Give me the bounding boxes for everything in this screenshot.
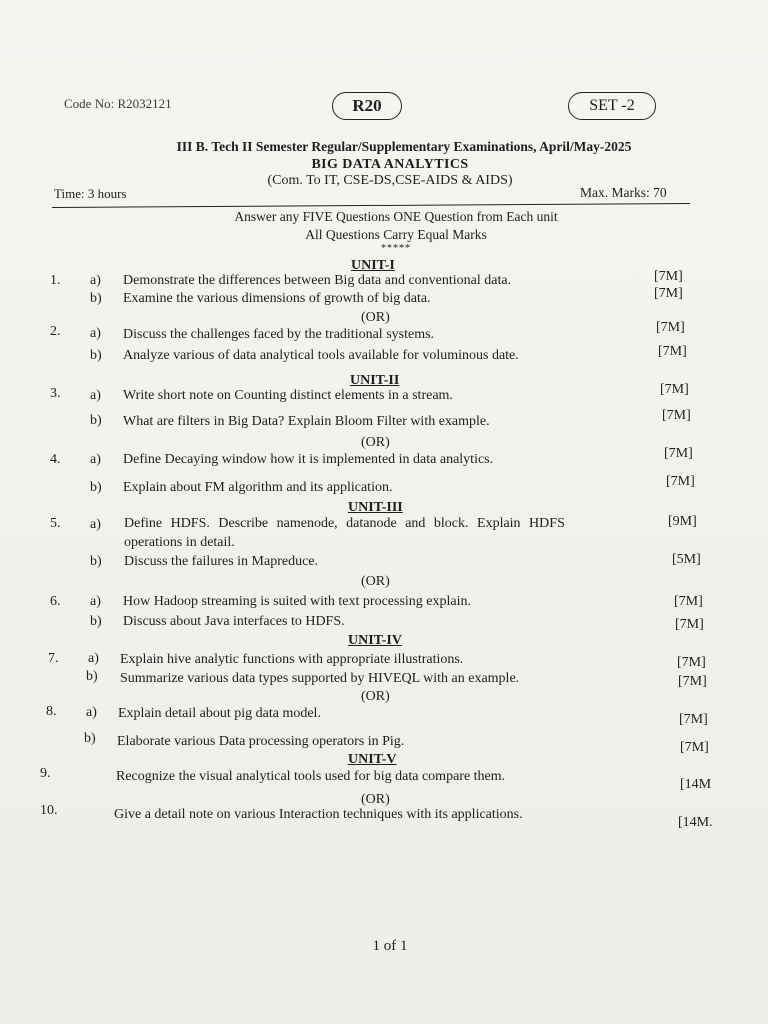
unit-heading: UNIT-IV bbox=[348, 633, 402, 648]
question-text: Analyze various of data analytical tools available for voluminous date. bbox=[123, 348, 519, 363]
marks: [7M] bbox=[656, 320, 685, 335]
sub-label: b) bbox=[90, 348, 102, 363]
marks: [7M] bbox=[674, 594, 703, 609]
question-text: How Hadoop streaming is suited with text processing explain. bbox=[123, 594, 471, 609]
question-number: 3. bbox=[50, 386, 61, 401]
marks: [7M] bbox=[654, 286, 683, 301]
question-number: 8. bbox=[46, 704, 57, 719]
subject-title: BIG DATA ANALYTICS bbox=[311, 157, 469, 172]
question-text: Demonstrate the differences between Big data and conventional data. bbox=[123, 273, 512, 288]
header-divider bbox=[52, 203, 690, 208]
question-text: Define Decaying window how it is implemented in data analytics. bbox=[123, 452, 494, 467]
regulation-badge: R20 bbox=[332, 92, 402, 120]
sub-label: a) bbox=[90, 273, 101, 288]
question-text: Discuss the challenges faced by the traditional systems. bbox=[123, 327, 435, 342]
question-text: Recognize the visual analytical tools used for big data compare them. bbox=[116, 769, 506, 784]
question-number: 4. bbox=[50, 452, 61, 467]
sub-label: a) bbox=[86, 705, 97, 720]
question-text: Write short note on Counting distinct elements in a stream. bbox=[123, 388, 453, 403]
sub-label: b) bbox=[90, 413, 102, 428]
instruction-line-1: Answer any FIVE Questions ONE Question from Each unit bbox=[234, 209, 558, 224]
marks: [14M bbox=[680, 777, 712, 792]
sub-label: a) bbox=[90, 388, 101, 403]
or-separator: (OR) bbox=[361, 689, 390, 704]
question-number: 9. bbox=[40, 766, 51, 781]
question-number: 7. bbox=[48, 651, 59, 666]
question-text: Examine the various dimensions of growth of big data. bbox=[123, 291, 431, 306]
marks: [7M] bbox=[658, 344, 687, 359]
question-text: Give a detail note on various Interaction techniques with its applications. bbox=[114, 807, 523, 822]
code-number: Code No: R2032121 bbox=[64, 96, 172, 111]
question-number: 1. bbox=[50, 273, 61, 288]
or-separator: (OR) bbox=[361, 310, 390, 325]
marks: [9M] bbox=[668, 514, 697, 529]
question-number: 10. bbox=[40, 803, 58, 818]
sub-label: b) bbox=[90, 291, 102, 306]
or-separator: (OR) bbox=[361, 574, 390, 589]
marks: [7M] bbox=[679, 712, 708, 727]
sub-label: a) bbox=[90, 452, 101, 467]
marks: [7M] bbox=[660, 382, 689, 397]
question-text-continuation: operations in detail. bbox=[124, 535, 235, 550]
unit-heading: UNIT-V bbox=[348, 752, 397, 767]
set-badge: SET -2 bbox=[568, 92, 656, 120]
sub-label: a) bbox=[90, 594, 101, 609]
question-number: 6. bbox=[50, 594, 61, 609]
question-text: Discuss about Java interfaces to HDFS. bbox=[123, 614, 345, 629]
page-number: 1 of 1 bbox=[372, 938, 408, 954]
sub-label: b) bbox=[90, 480, 102, 495]
branches-line: (Com. To IT, CSE-DS,CSE-AIDS & AIDS) bbox=[267, 173, 513, 188]
marks: [7M] bbox=[675, 617, 704, 632]
marks: [7M] bbox=[654, 269, 683, 284]
marks: [7M] bbox=[666, 474, 695, 489]
sub-label: a) bbox=[88, 651, 99, 666]
or-separator: (OR) bbox=[361, 435, 390, 450]
marks: [7M] bbox=[677, 655, 706, 670]
sub-label: a) bbox=[90, 517, 101, 532]
max-marks-label: Max. Marks: 70 bbox=[580, 185, 667, 200]
question-text: Explain detail about pig data model. bbox=[118, 706, 321, 721]
marks: [7M] bbox=[664, 446, 693, 461]
question-text: What are filters in Big Data? Explain Bloom Filter with example. bbox=[123, 414, 490, 429]
sub-label: b) bbox=[86, 669, 98, 684]
sub-label: b) bbox=[90, 614, 102, 629]
or-separator: (OR) bbox=[361, 792, 390, 807]
sub-label: b) bbox=[90, 554, 102, 569]
question-text: Explain hive analytic functions with appropriate illustrations. bbox=[120, 652, 464, 667]
marks: [7M] bbox=[662, 408, 691, 423]
marks: [5M] bbox=[672, 552, 701, 567]
time-label: Time: 3 hours bbox=[54, 186, 127, 201]
instruction-stars: ***** bbox=[381, 243, 411, 254]
sub-label: a) bbox=[90, 326, 101, 341]
question-text: Define HDFS. Describe namenode, datanode and block. Explain HDFS bbox=[124, 516, 565, 531]
marks: [14M. bbox=[678, 815, 713, 830]
question-text: Elaborate various Data processing operators in Pig. bbox=[117, 734, 405, 749]
unit-heading: UNIT-I bbox=[351, 258, 395, 273]
unit-heading: UNIT-III bbox=[348, 500, 403, 515]
exam-title: III B. Tech II Semester Regular/Supplementary Examinations, April/May-2025 bbox=[176, 139, 632, 154]
instruction-line-2: All Questions Carry Equal Marks bbox=[305, 227, 487, 242]
question-text: Explain about FM algorithm and its application. bbox=[123, 480, 393, 495]
marks: [7M] bbox=[680, 740, 709, 755]
marks: [7M] bbox=[678, 674, 707, 689]
question-text: Summarize various data types supported by HIVEQL with an example. bbox=[120, 671, 520, 686]
question-text: Discuss the failures in Mapreduce. bbox=[124, 554, 318, 569]
sub-label: b) bbox=[84, 731, 96, 746]
question-number: 2. bbox=[50, 324, 61, 339]
unit-heading: UNIT-II bbox=[350, 373, 400, 388]
question-number: 5. bbox=[50, 516, 61, 531]
